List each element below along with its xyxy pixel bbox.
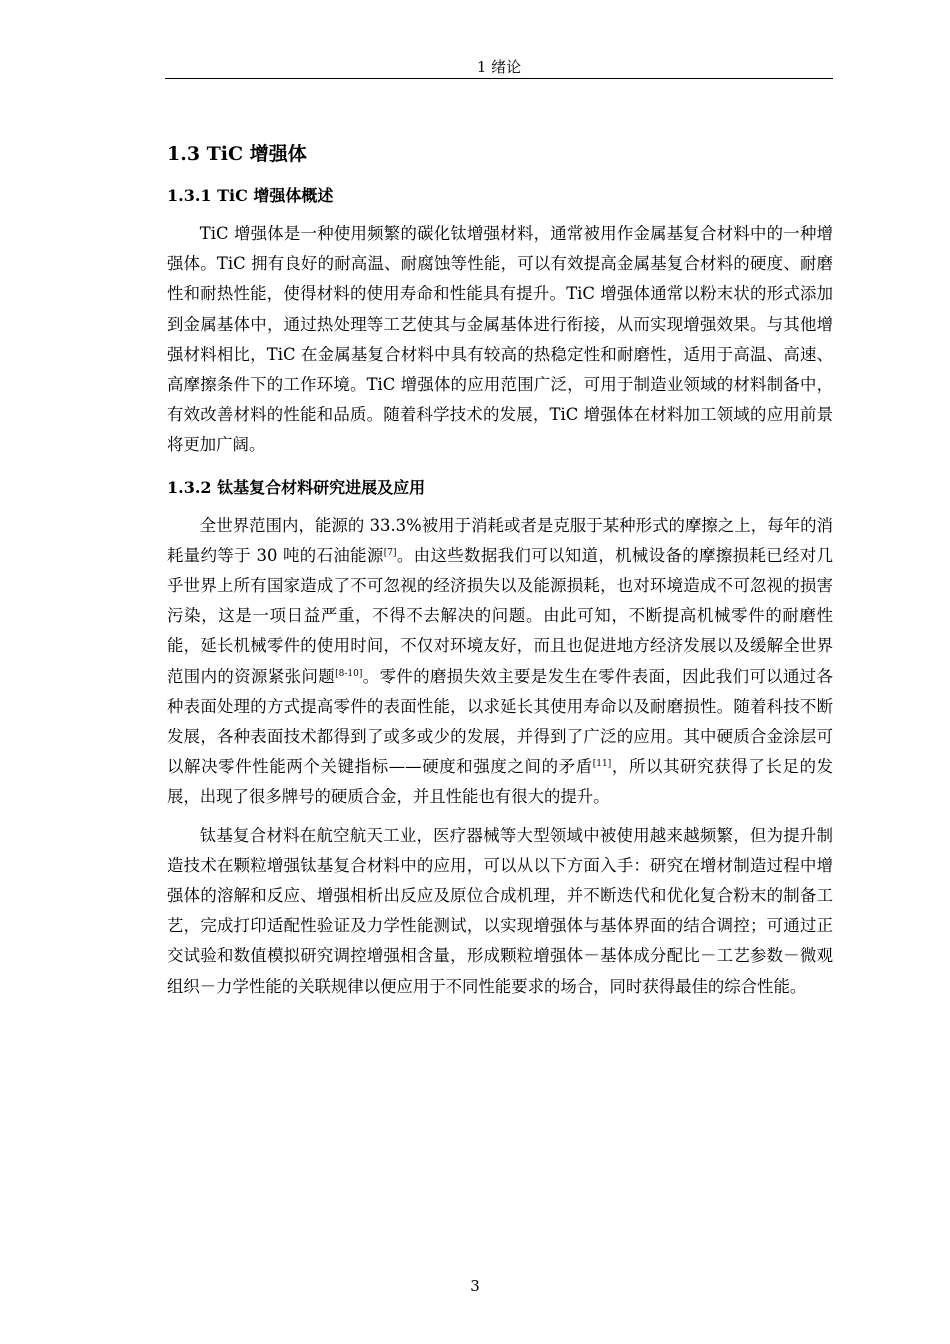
page-body [167, 140, 833, 1002]
text-run: 全世界范围内，能源的 33.3%被用于消耗或者是克服于某种形式的摩擦之上，每年的消耗量约等于 30 吨的石油能源 [167, 515, 833, 565]
text-run: ，所以其研究获得了长足的发展，出现了很多牌号的硬质合金，并且性能也有很大的提升。 [167, 757, 834, 807]
header-rule [165, 78, 833, 79]
citation-11: [11] [592, 759, 612, 770]
running-header: 1 绪论 [476, 58, 522, 76]
text-run: 。零件的磨损失效主要是发生在零件表面，因此我们可以通过各种表面处理的方式提高零件的表面性能，以求延长其使用寿命以及耐磨损性。随着科技不断发展，各种表面技术都得到了或多或少的发展，并得到了广泛的应用。其中硬质合金涂层可以解决零件性能两个关键指标——硬度和强度之间的矛盾 [167, 666, 833, 777]
subsection-heading-1: 1.3.1 TiC 增强体概述 [167, 186, 334, 205]
section-heading: 1.3 TiC 增强体 [167, 143, 307, 165]
citation-7: [7] [383, 547, 397, 558]
paragraph-tic-overview: TiC 增强体是一种使用频繁的碳化钛增强材料，通常被用作金属基复合材料中的一种增强体。TiC 拥有良好的耐高温、耐腐蚀等性能，可以有效提高金属基复合材料的硬度、耐磨性和耐热性能，使得材料的使用寿命和性能具有提升。TiC 增强体通常以粉末状的形式添加到金属基体中，通过热处理等工艺使其与金属基体进行衔接，从而实现增强效果。与其他增强材料相比，TiC 在金属基复合材料中具有较高的热稳定性和耐磨性，适用于高温、高速、高摩擦条件下的工作环境。TiC 增强体的应用范围广泛，可用于制造业领域的材料制备中，有效改善材料的性能和品质。随着科学技术的发展，TiC 增强体在材料加工领域的应用前景将更加广阔。 [167, 224, 833, 455]
subsection-heading-2: 1.3.2 钛基复合材料研究进展及应用 [167, 477, 426, 497]
text-run: 。由这些数据我们可以知道，机械设备的摩擦损耗已经对几乎世界上所有国家造成了不可忽视的经济损失以及能源损耗，也对环境造成不可忽视的损害污染，这是一项日益严重，不得不去解决的问题。由此可知，不断提高机械零件的耐磨性能，延长机械零件的使用时间，不仅对环境友好，而且也促进地方经济发展以及缓解全世界范围内的资源紧张问题 [167, 545, 833, 686]
citation-8-10: [8-10] [335, 668, 363, 679]
page-number: 3 [470, 1277, 480, 1295]
paragraph-friction-energy [167, 511, 833, 813]
paragraph-titanium-composites: 钛基复合材料在航空航天工业，医疗器械等大型领域中被使用越来越频繁，但为提升制造技术在颗粒增强钛基复合材料中的应用，可以从以下方面入手：研究在增材制造过程中增强体的溶解和反应、增强相析出反应及原位合成机理，并不断迭代和优化复合粉末的制备工艺，完成打印适配性验证及力学性能测试，以实现增强体与基体界面的结合调控；可通过正交试验和数值模拟研究调控增强相含量，形成颗粒增强体－基体成分配比－工艺参数－微观组织－力学性能的关联规律以便应用于不同性能要求的场合，同时获得最佳的综合性能。 [167, 825, 833, 996]
